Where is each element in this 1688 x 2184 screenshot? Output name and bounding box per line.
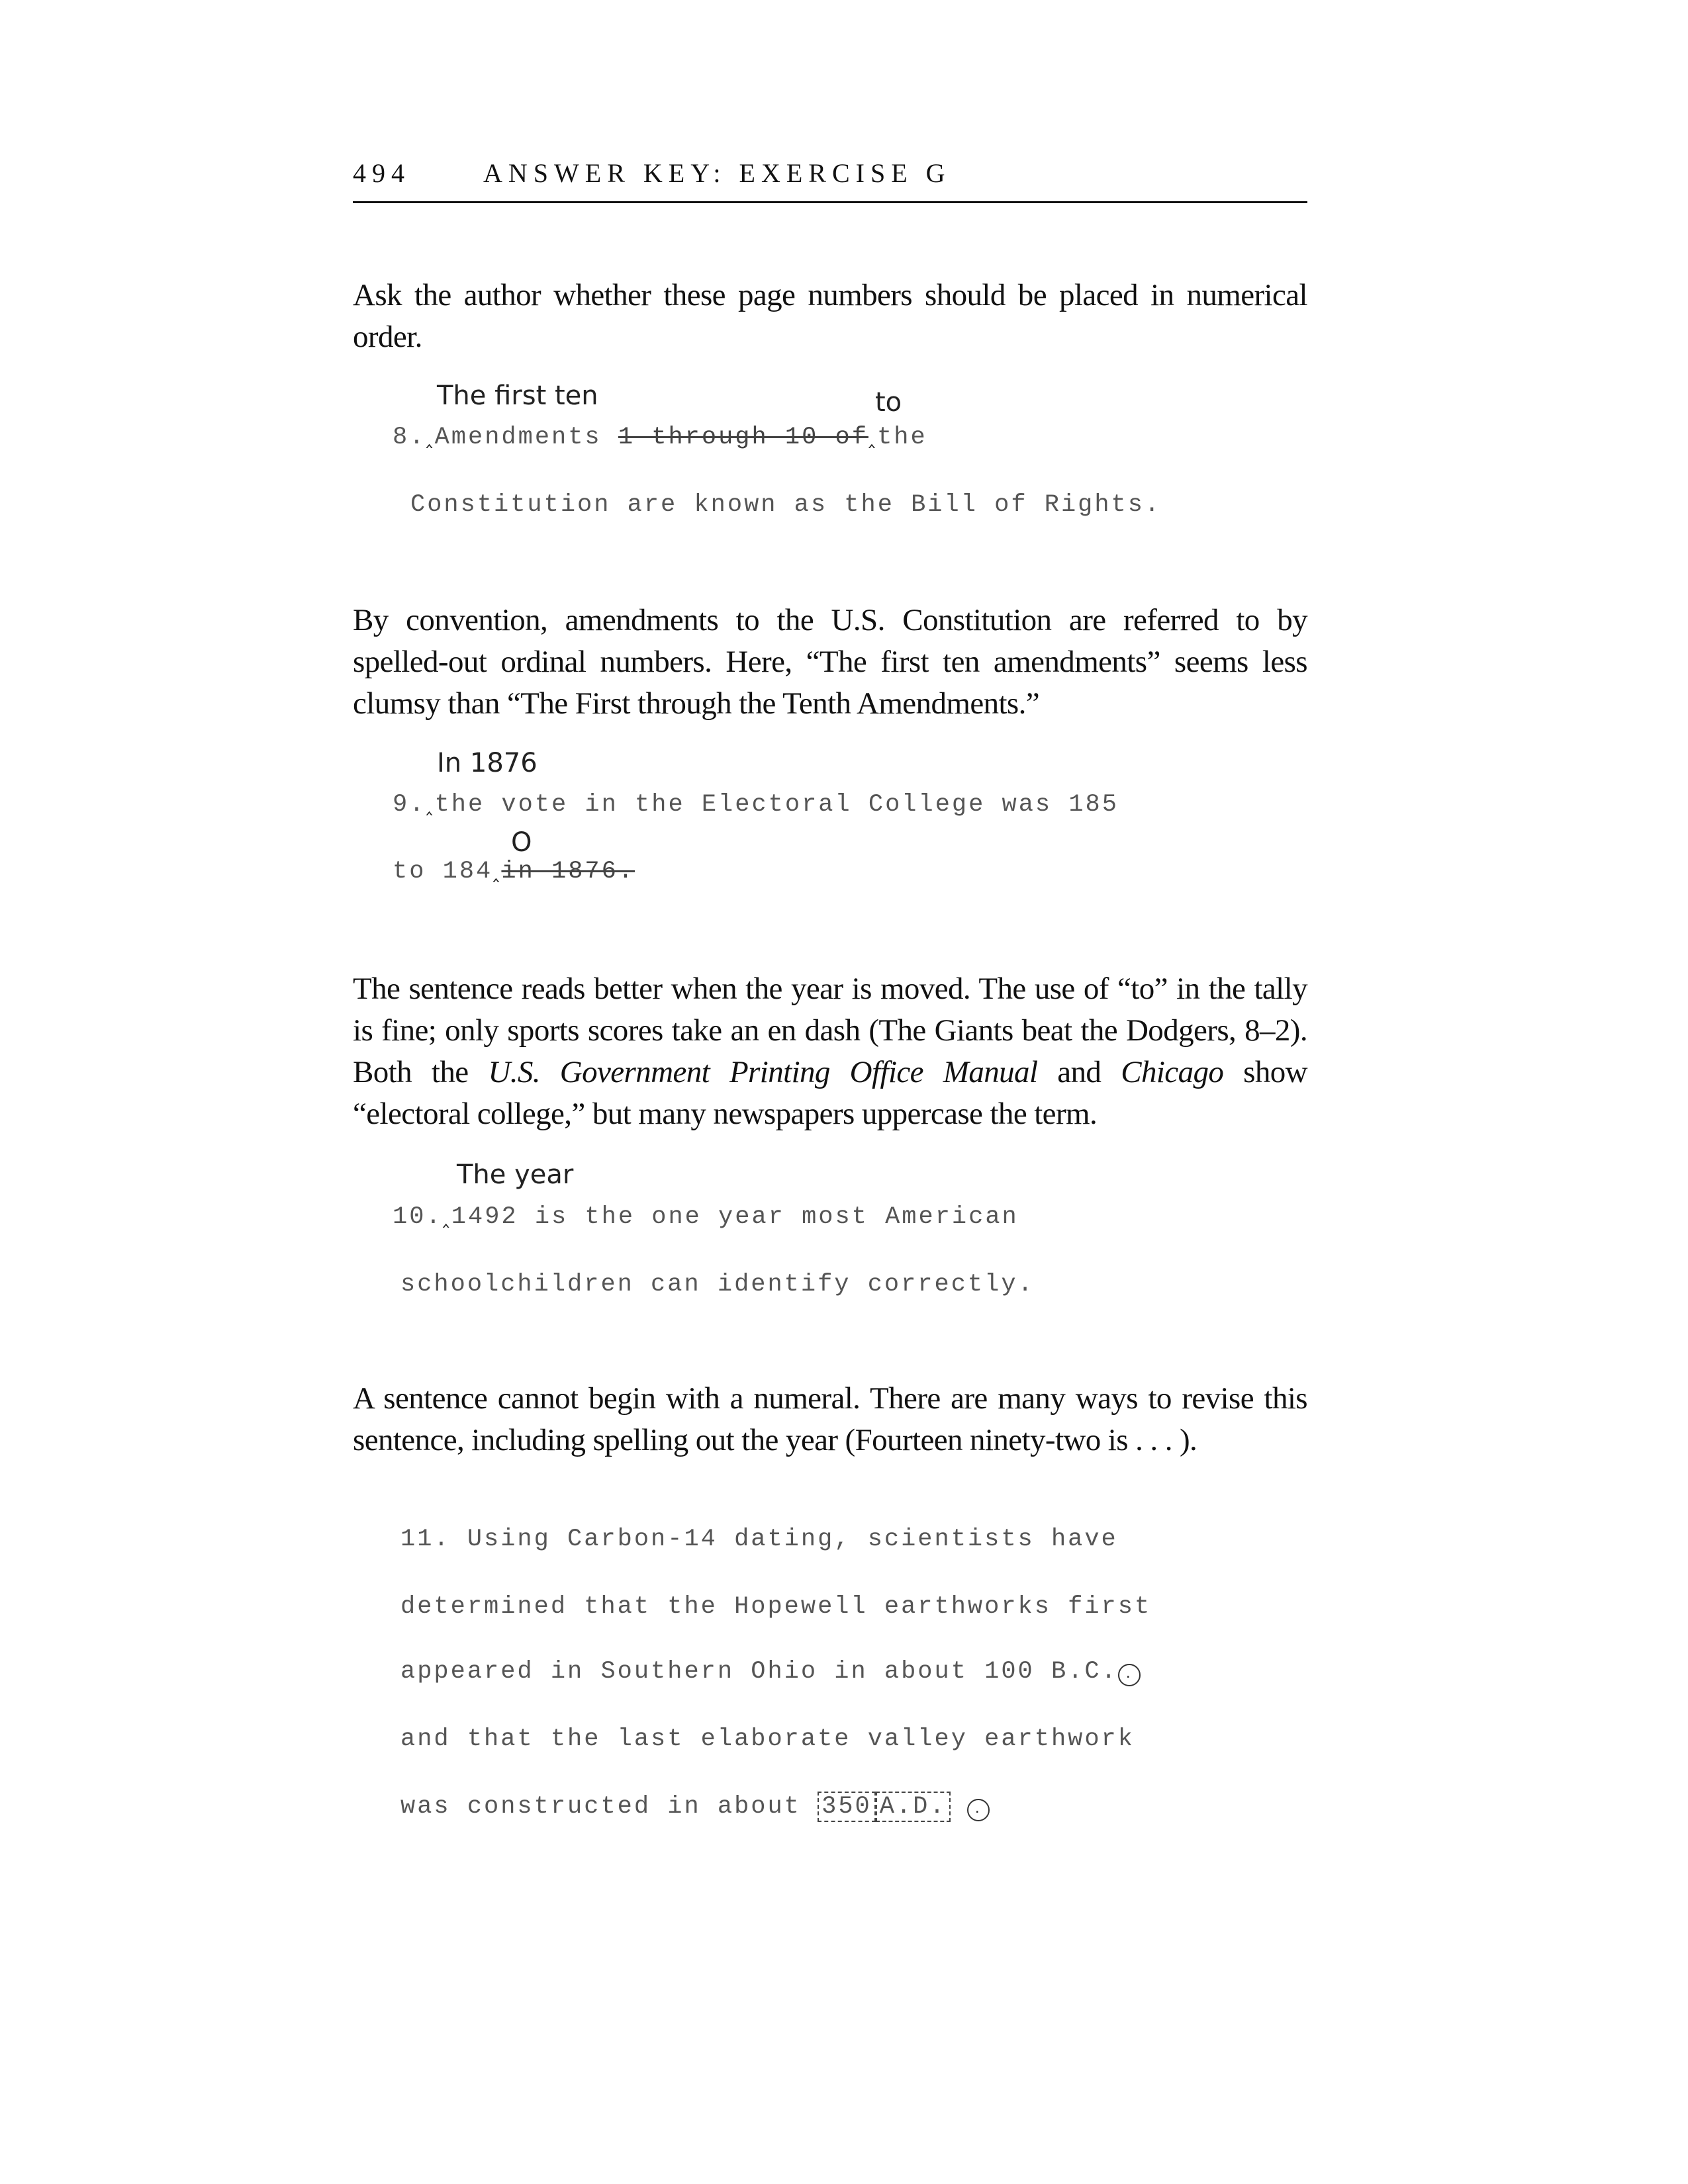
italic-title: U.S. Government Printing Office Manual — [488, 1055, 1038, 1089]
answer-paragraph-3 — [353, 968, 1307, 1135]
handwritten-insert: In 1876 — [437, 748, 538, 778]
handwritten-circle-mark: O — [511, 827, 532, 858]
caret-mark: ‸ — [442, 1205, 451, 1228]
period-insert-mark: . — [1118, 1664, 1141, 1686]
struck-text: in 1876. — [501, 858, 635, 886]
typed-exercise-10-line-2: schoolchildren can identify correctly. — [400, 1271, 1035, 1298]
typed-exercise-11-line-3 — [400, 1658, 1141, 1686]
handwritten-insert: The first ten — [437, 381, 598, 411]
typed-text: was constructed in about — [400, 1793, 801, 1821]
typed-exercise-11-line-1: 11. Using Carbon-14 dating, scientists have — [400, 1525, 1118, 1553]
text: show “electoral college,” but many newspapers uppercase the term. — [353, 1055, 1307, 1131]
page-number: 494 — [353, 158, 410, 188]
caret-mark: ‸ — [492, 860, 502, 883]
italic-title: Chicago — [1121, 1055, 1224, 1089]
typed-text: 1492 is the one year most American — [451, 1203, 1019, 1231]
answer-paragraph-1: Ask the author whether these page numbers should be placed in numerical order. — [353, 278, 1307, 354]
typed-exercise-10-line-1 — [393, 1203, 1019, 1231]
exercise-number: 9. — [393, 791, 426, 819]
typed-exercise-11-line-4: and that the last elaborate valley earthwork — [400, 1725, 1135, 1753]
text: The sentence reads better when the year is moved. The use of “to” in the tally is fine; only sports scores take an en dash (The Giants beat the Dodgers, 8–2). Both the — [353, 972, 1307, 1089]
caret-mark: ‸ — [426, 793, 435, 816]
running-head-title: ANSWER KEY: EXERCISE G — [483, 158, 951, 188]
struck-text: 1 through 10 of — [618, 424, 868, 451]
running-head — [353, 158, 951, 189]
typed-exercise-9-line-1 — [393, 791, 1119, 819]
period-insert-mark: . — [967, 1799, 990, 1821]
typed-exercise-8-line-1 — [393, 424, 927, 451]
typed-text: appeared in Southern Ohio in about 100 B.C. — [400, 1658, 1118, 1686]
typed-word: the — [877, 424, 927, 451]
answer-paragraph-2: By convention, amendments to the U.S. Constitution are referred to by spelled-out ordinal numbers. Here, “The first ten amendments” seems less clumsy than “The First through the Tenth Amendments.” — [353, 603, 1307, 721]
handwritten-insert: to — [875, 387, 902, 418]
caret-mark: ‸ — [426, 426, 435, 449]
exercise-number: 10. — [393, 1203, 443, 1231]
handwritten-insert: The year — [457, 1160, 574, 1190]
typed-exercise-11-line-2: determined that the Hopewell earthworks first — [400, 1593, 1152, 1621]
typed-text: to 184 — [393, 858, 493, 886]
typed-exercise-11-line-5 — [400, 1793, 990, 1821]
typed-exercise-8-line-2: Constitution are known as the Bill of Rights. — [410, 491, 1162, 519]
transpose-mark-year: 350 — [818, 1792, 876, 1822]
answer-paragraph-4: A sentence cannot begin with a numeral. There are many ways to revise this sentence, including spelling out the year (Fourteen ninety-two is . . . ). — [353, 1381, 1307, 1457]
exercise-number: 8. — [393, 424, 426, 451]
text: and — [1037, 1055, 1121, 1089]
transpose-mark-era: A.D. — [876, 1792, 951, 1822]
typed-exercise-9-line-2 — [393, 858, 635, 886]
typed-text: the vote in the Electoral College was 185 — [434, 791, 1119, 819]
typed-word: Amendments — [434, 424, 602, 451]
caret-mark: ‸ — [868, 426, 878, 449]
header-rule — [353, 201, 1307, 203]
